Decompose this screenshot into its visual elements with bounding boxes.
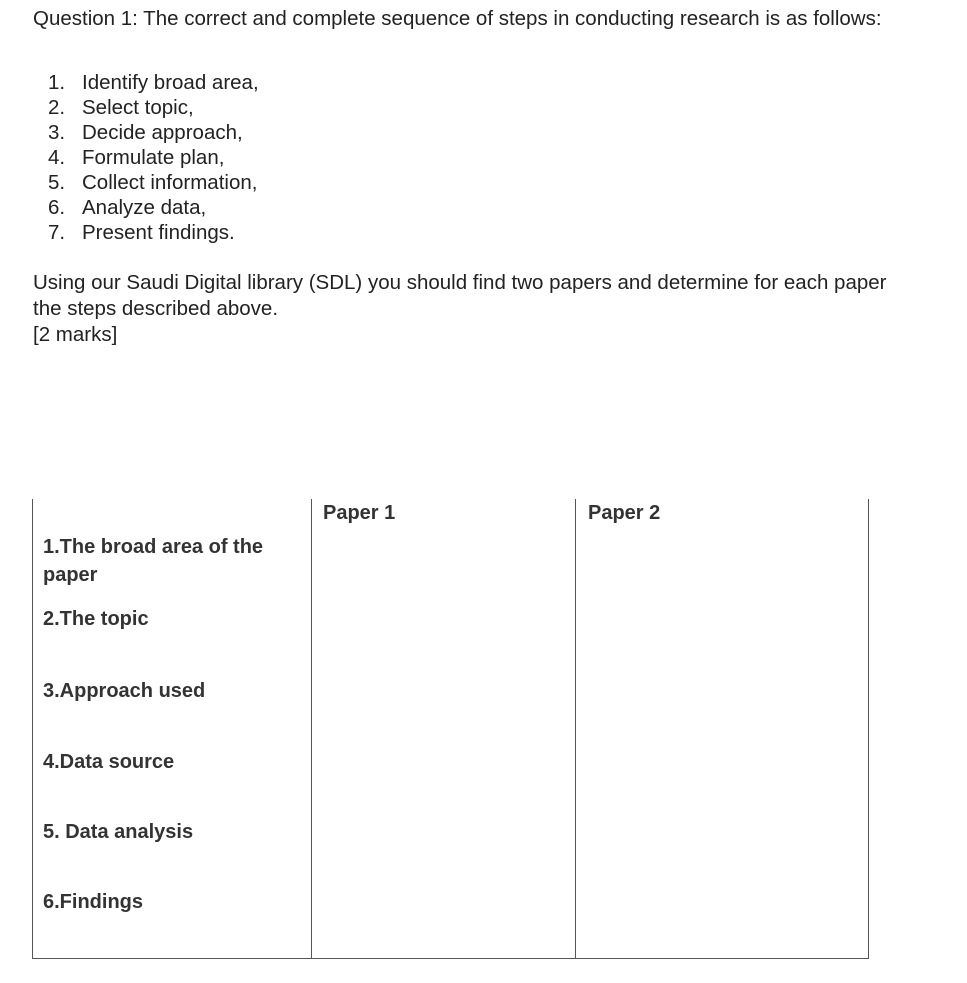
row-label-findings: 6.Findings — [43, 891, 143, 913]
step-number: 6. — [48, 196, 66, 219]
step-text: Collect information, — [82, 171, 258, 194]
table-column-divider — [311, 499, 312, 959]
list-item — [48, 220, 259, 245]
answer-cell-paper-2-findings[interactable] — [577, 888, 867, 956]
step-text: Decide approach, — [82, 121, 243, 144]
answer-cell-paper-2-data-analysis[interactable] — [577, 818, 867, 886]
step-text: Analyze data, — [82, 196, 207, 219]
list-item — [48, 70, 259, 95]
research-steps-list — [48, 70, 259, 245]
step-number: 2. — [48, 96, 66, 119]
step-number: 3. — [48, 121, 66, 144]
list-item — [48, 120, 259, 145]
step-number: 5. — [48, 171, 66, 194]
answer-cell-paper-2-data-source[interactable] — [577, 748, 867, 816]
row-label-data-analysis: 5. Data analysis — [43, 821, 194, 843]
answer-cell-paper-1-broad-area[interactable] — [313, 533, 574, 603]
answer-cell-paper-1-data-analysis[interactable] — [313, 818, 574, 886]
table-border-bottom — [32, 958, 869, 959]
step-text: Identify broad area, — [82, 71, 259, 94]
list-item — [48, 145, 259, 170]
answer-cell-paper-1-data-source[interactable] — [313, 748, 574, 816]
row-label-topic: 2.The topic — [43, 608, 149, 630]
table-border-left — [32, 499, 33, 959]
answer-cell-paper-2-topic[interactable] — [577, 605, 867, 675]
answer-cell-paper-1-findings[interactable] — [313, 888, 574, 956]
instructions — [33, 270, 913, 348]
step-number: 7. — [48, 221, 66, 244]
table-border-right — [868, 499, 869, 959]
question-text: Question 1: The correct and complete sequence of steps in conducting research is as follows: — [33, 7, 882, 30]
column-header-paper-1: Paper 1 — [323, 502, 396, 524]
list-item — [48, 195, 259, 220]
marks-text: [2 marks] — [33, 323, 118, 346]
row-label-approach: 3.Approach used — [43, 680, 206, 702]
answer-cell-paper-1-topic[interactable] — [313, 605, 574, 675]
instructions-text: Using our Saudi Digital library (SDL) you should find two papers and determine for each paper the steps described above. — [33, 271, 887, 320]
step-number: 1. — [48, 71, 66, 94]
step-text: Formulate plan, — [82, 146, 225, 169]
row-label-broad-area: 1.The broad area of the paper — [43, 536, 264, 586]
column-header-paper-2: Paper 2 — [588, 502, 661, 524]
step-text: Select topic, — [82, 96, 194, 119]
row-label-data-source: 4.Data source — [43, 751, 175, 773]
answer-cell-paper-2-approach[interactable] — [577, 677, 867, 747]
table-column-divider — [575, 499, 576, 959]
list-item — [48, 170, 259, 195]
answer-cell-paper-1-approach[interactable] — [313, 677, 574, 747]
step-number: 4. — [48, 146, 66, 169]
step-text: Present findings. — [82, 221, 235, 244]
answer-cell-paper-2-broad-area[interactable] — [577, 533, 867, 603]
list-item — [48, 95, 259, 120]
